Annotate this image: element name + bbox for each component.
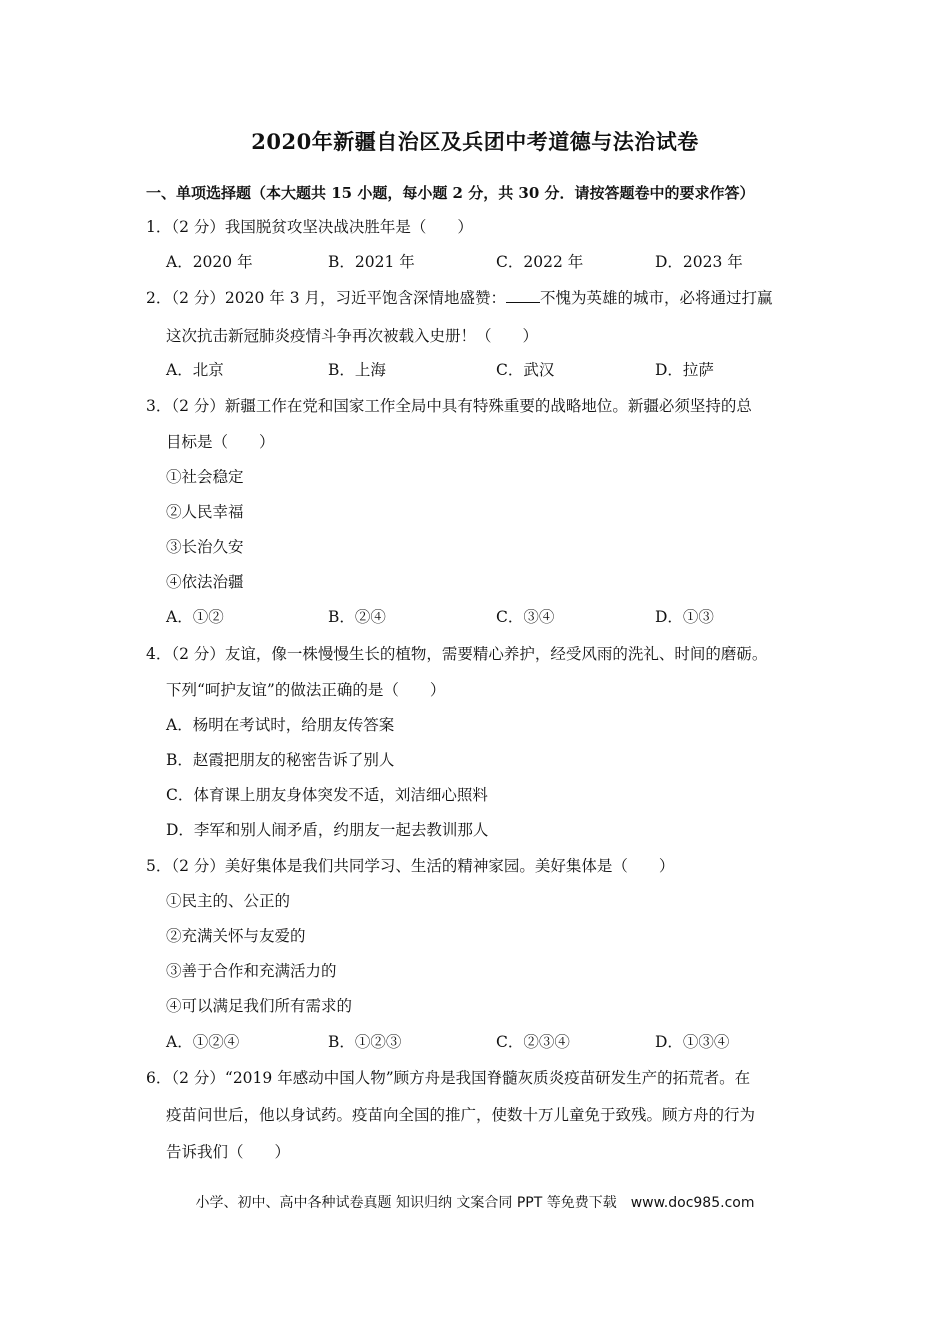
section-heading: 一、单项选择题（本大题共 15 小题，每小题 2 分，共 30 分．请按答题卷中的要求作答） bbox=[146, 184, 755, 202]
q2-stem-line1 bbox=[146, 288, 773, 308]
q2-stem-line2: 这次抗击新冠肺炎疫情斗争再次被载入史册！（ ） bbox=[166, 327, 539, 345]
q3-stem-line2: 目标是（ ） bbox=[166, 433, 275, 451]
q3-item-2: ②人民幸福 bbox=[166, 503, 244, 521]
q2-stem-part-a: 2．（2 分）2020 年 3 月，习近平饱含深情地盛赞： bbox=[146, 289, 506, 307]
q3-option-c: C．③④ bbox=[496, 608, 555, 626]
q5-item-2: ②充满关怀与友爱的 bbox=[166, 927, 306, 945]
q3-item-3: ③长治久安 bbox=[166, 538, 244, 556]
q4-stem-line1: 4．（2 分）友谊，像一株慢慢生长的植物，需要精心养护，经受风雨的洗礼、时间的磨砺。 bbox=[146, 645, 768, 663]
q6-stem-line1: 6．（2 分）“2019 年感动中国人物”顾方舟是我国脊髓灰质炎疫苗研发生产的拓荒者。在 bbox=[146, 1069, 751, 1087]
q3-item-1: ①社会稳定 bbox=[166, 468, 244, 486]
q5-option-a: A．①②④ bbox=[166, 1033, 240, 1051]
exam-title: 2020年新疆自治区及兵团中考道德与法治试卷 bbox=[251, 129, 699, 154]
q4-option-d: D．李军和别人闹矛盾，约朋友一起去教训那人 bbox=[166, 821, 489, 839]
q5-option-b: B．①②③ bbox=[328, 1033, 402, 1051]
q2-option-a: A．北京 bbox=[166, 361, 224, 379]
q4-option-b: B．赵霞把朋友的秘密告诉了别人 bbox=[166, 751, 395, 769]
q5-item-4: ④可以满足我们所有需求的 bbox=[166, 997, 353, 1015]
q5-item-1: ①民主的、公正的 bbox=[166, 892, 291, 910]
q5-option-d: D．①③④ bbox=[655, 1033, 730, 1051]
q5-stem: 5．（2 分）美好集体是我们共同学习、生活的精神家园。美好集体是（ ） bbox=[146, 857, 675, 875]
q5-option-c: C．②③④ bbox=[496, 1033, 570, 1051]
q3-stem-line1: 3．（2 分）新疆工作在党和国家工作全局中具有特殊重要的战略地位。新疆必须坚持的总 bbox=[146, 397, 752, 415]
q1-option-a: A．2020 年 bbox=[166, 253, 253, 271]
q2-stem-part-b: 不愧为英雄的城市，必将通过打赢 bbox=[540, 289, 773, 307]
q1-option-b: B．2021 年 bbox=[328, 253, 415, 271]
q1-option-c: C．2022 年 bbox=[496, 253, 584, 271]
q4-stem-line2: 下列“呵护友谊”的做法正确的是（ ） bbox=[166, 681, 446, 699]
q3-option-a: A．①② bbox=[166, 608, 224, 626]
q2-option-d: D．拉萨 bbox=[655, 361, 714, 379]
q6-stem-line3: 告诉我们（ ） bbox=[166, 1143, 291, 1161]
q2-option-c: C．武汉 bbox=[496, 361, 555, 379]
q6-stem-line2: 疫苗问世后，他以身试药。疫苗向全国的推广，使数十万儿童免于致残。顾方舟的行为 bbox=[166, 1106, 756, 1124]
q5-item-3: ③善于合作和充满活力的 bbox=[166, 962, 337, 980]
q3-option-b: B．②④ bbox=[328, 608, 386, 626]
q2-blank bbox=[506, 288, 540, 303]
q4-option-a: A．杨明在考试时，给朋友传答案 bbox=[166, 716, 395, 734]
q3-item-4: ④依法治疆 bbox=[166, 573, 244, 591]
q4-option-c: C．体育课上朋友身体突发不适，刘洁细心照料 bbox=[166, 786, 488, 804]
q2-option-b: B．上海 bbox=[328, 361, 386, 379]
q3-option-d: D．①③ bbox=[655, 608, 714, 626]
q1-option-d: D．2023 年 bbox=[655, 253, 743, 271]
q1-stem: 1．（2 分）我国脱贫攻坚决战决胜年是（ ） bbox=[146, 218, 473, 236]
page-footer: 小学、初中、高中各种试卷真题 知识归纳 文案合同 PPT 等免费下载 www.doc985.com bbox=[195, 1195, 755, 1211]
